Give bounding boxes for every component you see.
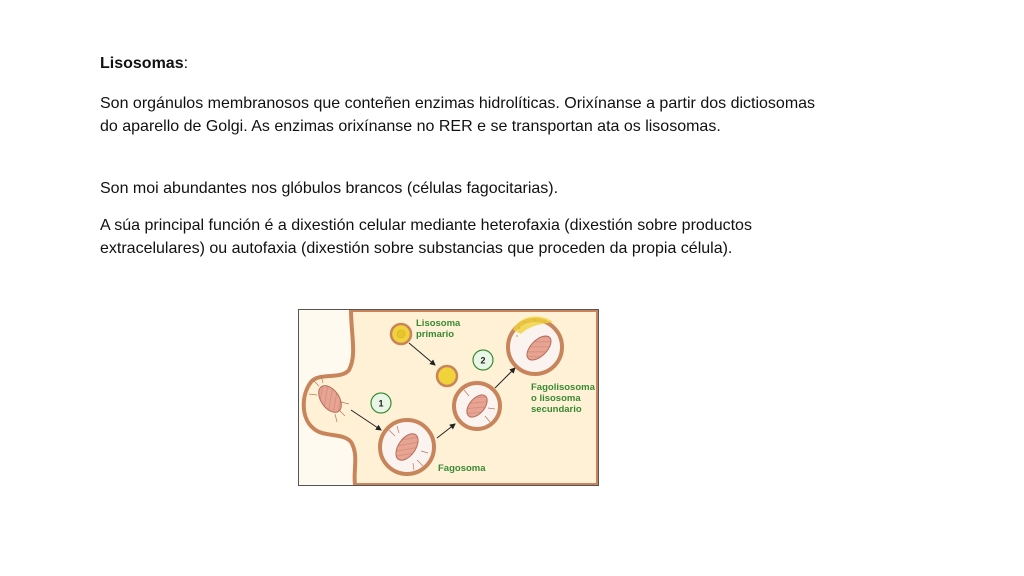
primary-lysosome [391, 324, 411, 344]
label-lisosoma-2: primario [416, 329, 455, 340]
step-2-number: 2 [480, 355, 486, 366]
phagolysosome [454, 383, 500, 429]
step-2-marker [473, 350, 493, 370]
phagocytosis-diagram [298, 309, 599, 486]
section-heading [100, 55, 188, 73]
fusing-lysosome [437, 366, 457, 386]
secondary-lysosome [508, 316, 562, 374]
diagram-svg [299, 310, 598, 485]
label-fagolisosoma-1: Fagolisosoma [531, 382, 595, 393]
label-fagosoma: Fagosoma [438, 463, 486, 474]
step-1-marker [371, 393, 391, 413]
heading-text: Lisosomas [100, 55, 184, 72]
step-1-number: 1 [378, 398, 384, 409]
label-fagolisosoma-2: o lisosoma [531, 393, 581, 404]
label-fagolisosoma-3: secundario [531, 404, 582, 415]
phagosome [380, 420, 434, 474]
paragraph-function: A súa principal función é a dixestión celular mediante heterofaxia (dixestión sobre productos extracelulares) ou autofaxia (dixestión sobre substancias que proceden da propia célula). [100, 217, 752, 257]
paragraph-origin: Son orgánulos membranosos que conteñen enzimas hidrolíticas. Orixínanse a partir dos dictiosomas do aparello de Golgi. As enzimas orixínanse no RER e se transportan ata os lisosomas. [100, 95, 816, 135]
label-lisosoma-1: Lisosoma [416, 318, 461, 329]
paragraph-abundance: Son moi abundantes nos glóbulos brancos (células fagocitarias). [100, 180, 559, 197]
heading-colon: : [183, 55, 189, 72]
